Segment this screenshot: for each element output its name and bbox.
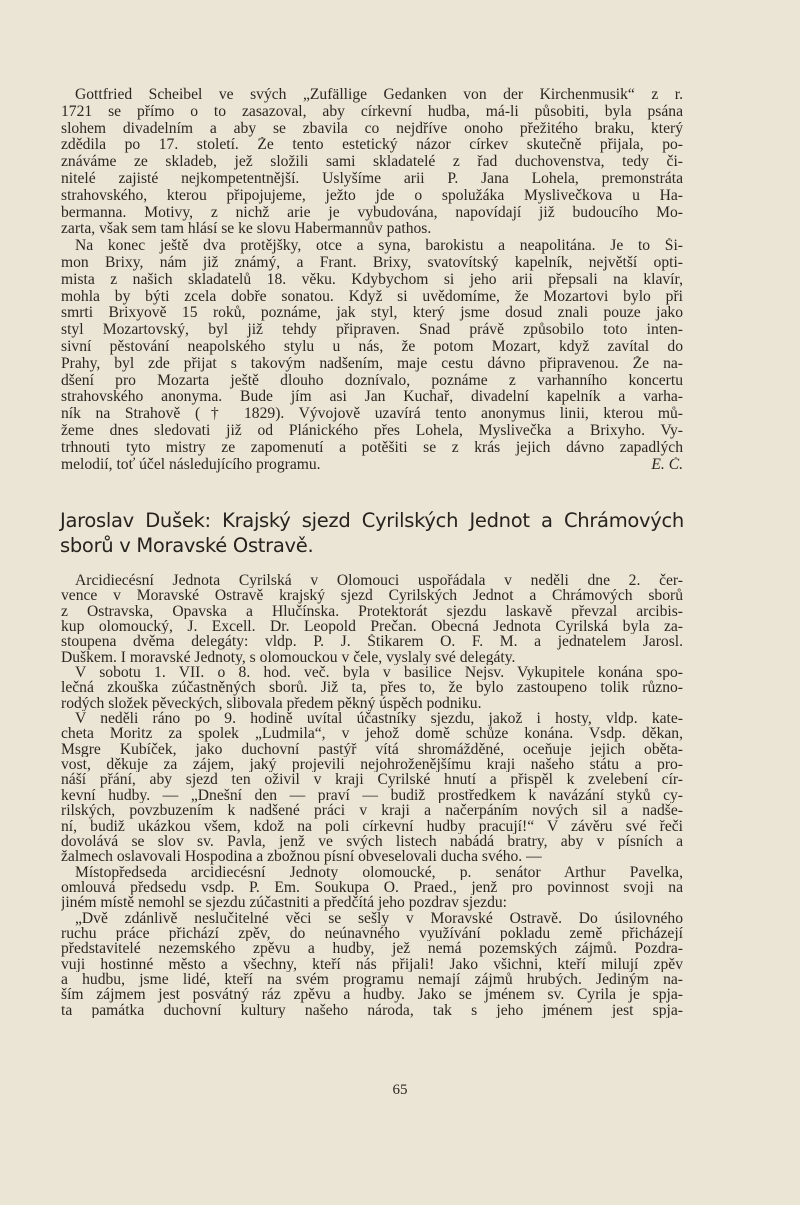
paragraph-line: mon Brixy, nám již známý, a Frant. Brixy, svatovítský kapelník, největší opti- (61, 254, 683, 271)
paragraph-line: znáváme ze skladeb, jež složili sami skladatelé z řad duchovenstva, tedy či- (61, 154, 683, 171)
paragraph-line: bermanna. Motivy, z nichž arie je vybudována, napovídají již budoucího Mo- (61, 204, 683, 221)
paragraph-line: zdědila po 17. století. Že tento estetický názor církev skutečně přijala, po- (61, 137, 683, 154)
paragraph-line: ník na Strahově († 1829). Vývojově uzavírá tento anonymus linii, kterou mů- (61, 406, 683, 423)
heading-line: sborů v Moravské Ostravě. (60, 534, 314, 557)
paragraph (61, 911, 683, 1018)
paragraph (61, 865, 683, 911)
paragraph-line: stoupena dvěma delegáty: vldp. P. J. Štikarem O. F. M. a jednatelem Jarosl. (61, 634, 683, 650)
paragraph-line: ta památka duchovní kultury našeho národa, tak s jeho jménem jest spja- (61, 1002, 683, 1018)
paragraph-line: styl Mozartovský, byl již tehdy připraven. Snad právě způsobilo toto inten- (61, 322, 683, 339)
paragraph-line: lečná zkouška zúčastněných sborů. Již ta, přes to, že bylo zastoupeno tolik různo- (61, 680, 683, 696)
article-1-body (61, 87, 683, 473)
paragraph-line: smrti Brixyově 15 roků, poznáme, jak styl, který jsme dosud znali pouze jako (61, 305, 683, 322)
paragraph-line: ruchu práce přichází zpěv, do neúnavného využívání pokladu země přicházejí (61, 925, 683, 942)
paragraph-line: Arcidiecésní Jednota Cyrilská v Olomouci uspořádala v neděli dne 2. čer- (75, 573, 683, 589)
page-number: 65 (392, 1082, 408, 1098)
paragraph-line: ní, budiž ukázkou všem, kdož na poli církevní hudby pracují!“ V závěru své řeči (61, 818, 683, 834)
paragraph-line: žalmech oslavovali Hospodina a zbožnou písní obveselovali ducha svého. — (61, 849, 542, 865)
paragraph (61, 87, 683, 238)
paragraph-line: omlouvá předsedu vsdp. P. Em. Soukupa O. Praed., jenž pro povinnost svoji na (61, 879, 683, 896)
paragraph-line: představitelé nezemského zpěvu a hudby, jež nemá pozemských zájmů. Pozdra- (61, 941, 683, 957)
paragraph-line: vence v Moravské Ostravě krajský sjezd Cyrilských Jednot a Chrámových sborů (61, 588, 683, 604)
article-2-body (61, 573, 683, 1018)
paragraph-line: V neděli ráno po 9. hodině uvítal účastníky sjezdu, jakož i hosty, vldp. kate- (75, 711, 683, 727)
paragraph-line: vuji hostinné město a všechny, kteří nás přijali! Jako všichni, kteří milují zpěv (61, 956, 683, 972)
paragraph (61, 573, 683, 665)
paragraph-line: ším zájmem jest posvátný ráz zpěvu a hudby. Jako se jménem sv. Cyrila je spja- (61, 987, 683, 1003)
paragraph-line: strahovského anonyma. Bude jím asi Jan Kuchař, divadelní kapelník a varha- (61, 389, 683, 406)
paragraph-line: Prahy, byl zde přijat s takovým nadšením, maje cestu dávno připravenou. Že na- (61, 355, 683, 372)
paragraph-line: Gottfried Scheibel ve svých „Zufällige Gedanken von der Kirchenmusik“ z r. (75, 87, 683, 103)
paragraph-line: Na konec ještě dva protějšky, otce a syna, barokistu a neapolitána. Je to Ši- (75, 238, 683, 255)
paragraph-line: z Ostravska, Opavska a Hlučínska. Protektorát sjezdu laskavě převzal arcibis- (61, 603, 683, 620)
paragraph-line: trhnouti tyto mistry ze zapomenutí a potěšiti se z krás jejich dávno zapadlých (61, 439, 683, 456)
paragraph-line: vost, děkuje za zájem, jaký projevili nejohroženějšímu kraji našeho státu a pro- (61, 757, 683, 773)
paragraph-line: V sobotu 1. VII. o 8. hod. več. byla v basilice Nejsv. Vykupitele konána spo- (75, 665, 683, 681)
paragraph-line: „Dvě zdánlivě neslučitelné věci se sešly v Moravské Ostravě. Do úsilovného (75, 910, 683, 926)
line-text: melodií, toť účel následujícího programu. (61, 456, 321, 473)
author-signature: E. Č. (651, 456, 683, 473)
paragraph-line: mista z našich skladatelů 18. věku. Kdybychom si jeho arii přepsali na klavír, (61, 271, 683, 288)
paragraph-line: kevní hudby. — „Dnešní den — praví — budiž prostředkem k navázání styků cy- (61, 787, 683, 804)
paragraph-line: kup olomoucký, J. Excell. Dr. Leopold Prečan. Obecná Jednota Cyrilská byla za- (61, 619, 683, 635)
paragraph-line: Místopředseda arcidiecésní Jednoty olomoucké, p. senátor Arthur Pavelka, (75, 864, 683, 880)
paragraph-line (61, 457, 683, 474)
article-2-heading (60, 508, 684, 558)
paragraph-line: sivní pěstování neapolského stylu u nás, že potom Mozart, když zavítal do (61, 338, 683, 355)
paragraph-line: Msgre Kubíček, jako duchovní pastýř vítá shromážděné, oceňuje jejich oběta- (61, 741, 683, 758)
paragraph-line: strahovského, kterou připojujeme, ježto jde o spolužáka Myslivečkova u Ha- (61, 187, 683, 204)
paragraph-line: náší přání, aby sjezd ten oživil v kraji Cyrilské hnutí a přispěl k zvelebení cír- (61, 772, 683, 788)
paragraph (61, 665, 683, 711)
heading-line: Jaroslav Dušek: Krajský sjezd Cyrilských Jednot a Chrámových (60, 509, 684, 532)
paragraph-line: rodých složek pěveckých, slibovala předem pěkný úspěch podniku. (61, 695, 482, 712)
paragraph-line: slohem divadelním a aby se zbavila co nejdříve onoho přežitého braku, který (61, 120, 683, 137)
paragraph-line: dovolává se slov sv. Pavla, jenž ve svých listech nabádá bratry, aby v písních a (61, 833, 683, 850)
paragraph-line: mohla by býti zcela dobře sonatou. Když si uvědomíme, že Mozartovi bylo při (61, 288, 683, 305)
paragraph-line: zarta, však sem tam hlásí se ke slovu Habermannův pathos. (61, 221, 432, 238)
paragraph-line: a hudbu, jsme lidé, kteří na svém programu nemají zájmů hrubých. Jediným na- (61, 971, 683, 988)
paragraph-line: dšení pro Mozarta ještě dlouho doznívalo, poznáme z varhanního koncertu (61, 372, 683, 389)
paragraph-line: jiném místě nemohl se sjezdu zúčastniti a předčítá jeho pozdrav sjezdu: (61, 895, 508, 911)
paragraph-line: žeme dnes sledovati již od Plánického přes Lohela, Myslivečka a Brixyho. Vy- (61, 422, 683, 439)
paragraph-line: Duškem. I moravské Jednoty, s olomouckou v čele, vyslaly své delegáty. (61, 649, 516, 666)
paragraph (61, 711, 683, 864)
paragraph-line: nitelé zajisté nejkompetentnější. Uslyšíme arii P. Jana Lohela, premonstráta (61, 170, 683, 187)
paragraph-line: 1721 se přímo o to zasazoval, aby církevní hudba, má-li působiti, byla psána (61, 103, 683, 120)
paragraph (61, 238, 683, 473)
paragraph-line: cheta Moritz za spolek „Ludmila“, v jehož domě schůze konána. Vsdp. děkan, (61, 726, 683, 742)
paragraph-line: rilských, povzbuzením k nadšené práci v kraji a načerpáním nových sil a nadše- (61, 803, 683, 819)
